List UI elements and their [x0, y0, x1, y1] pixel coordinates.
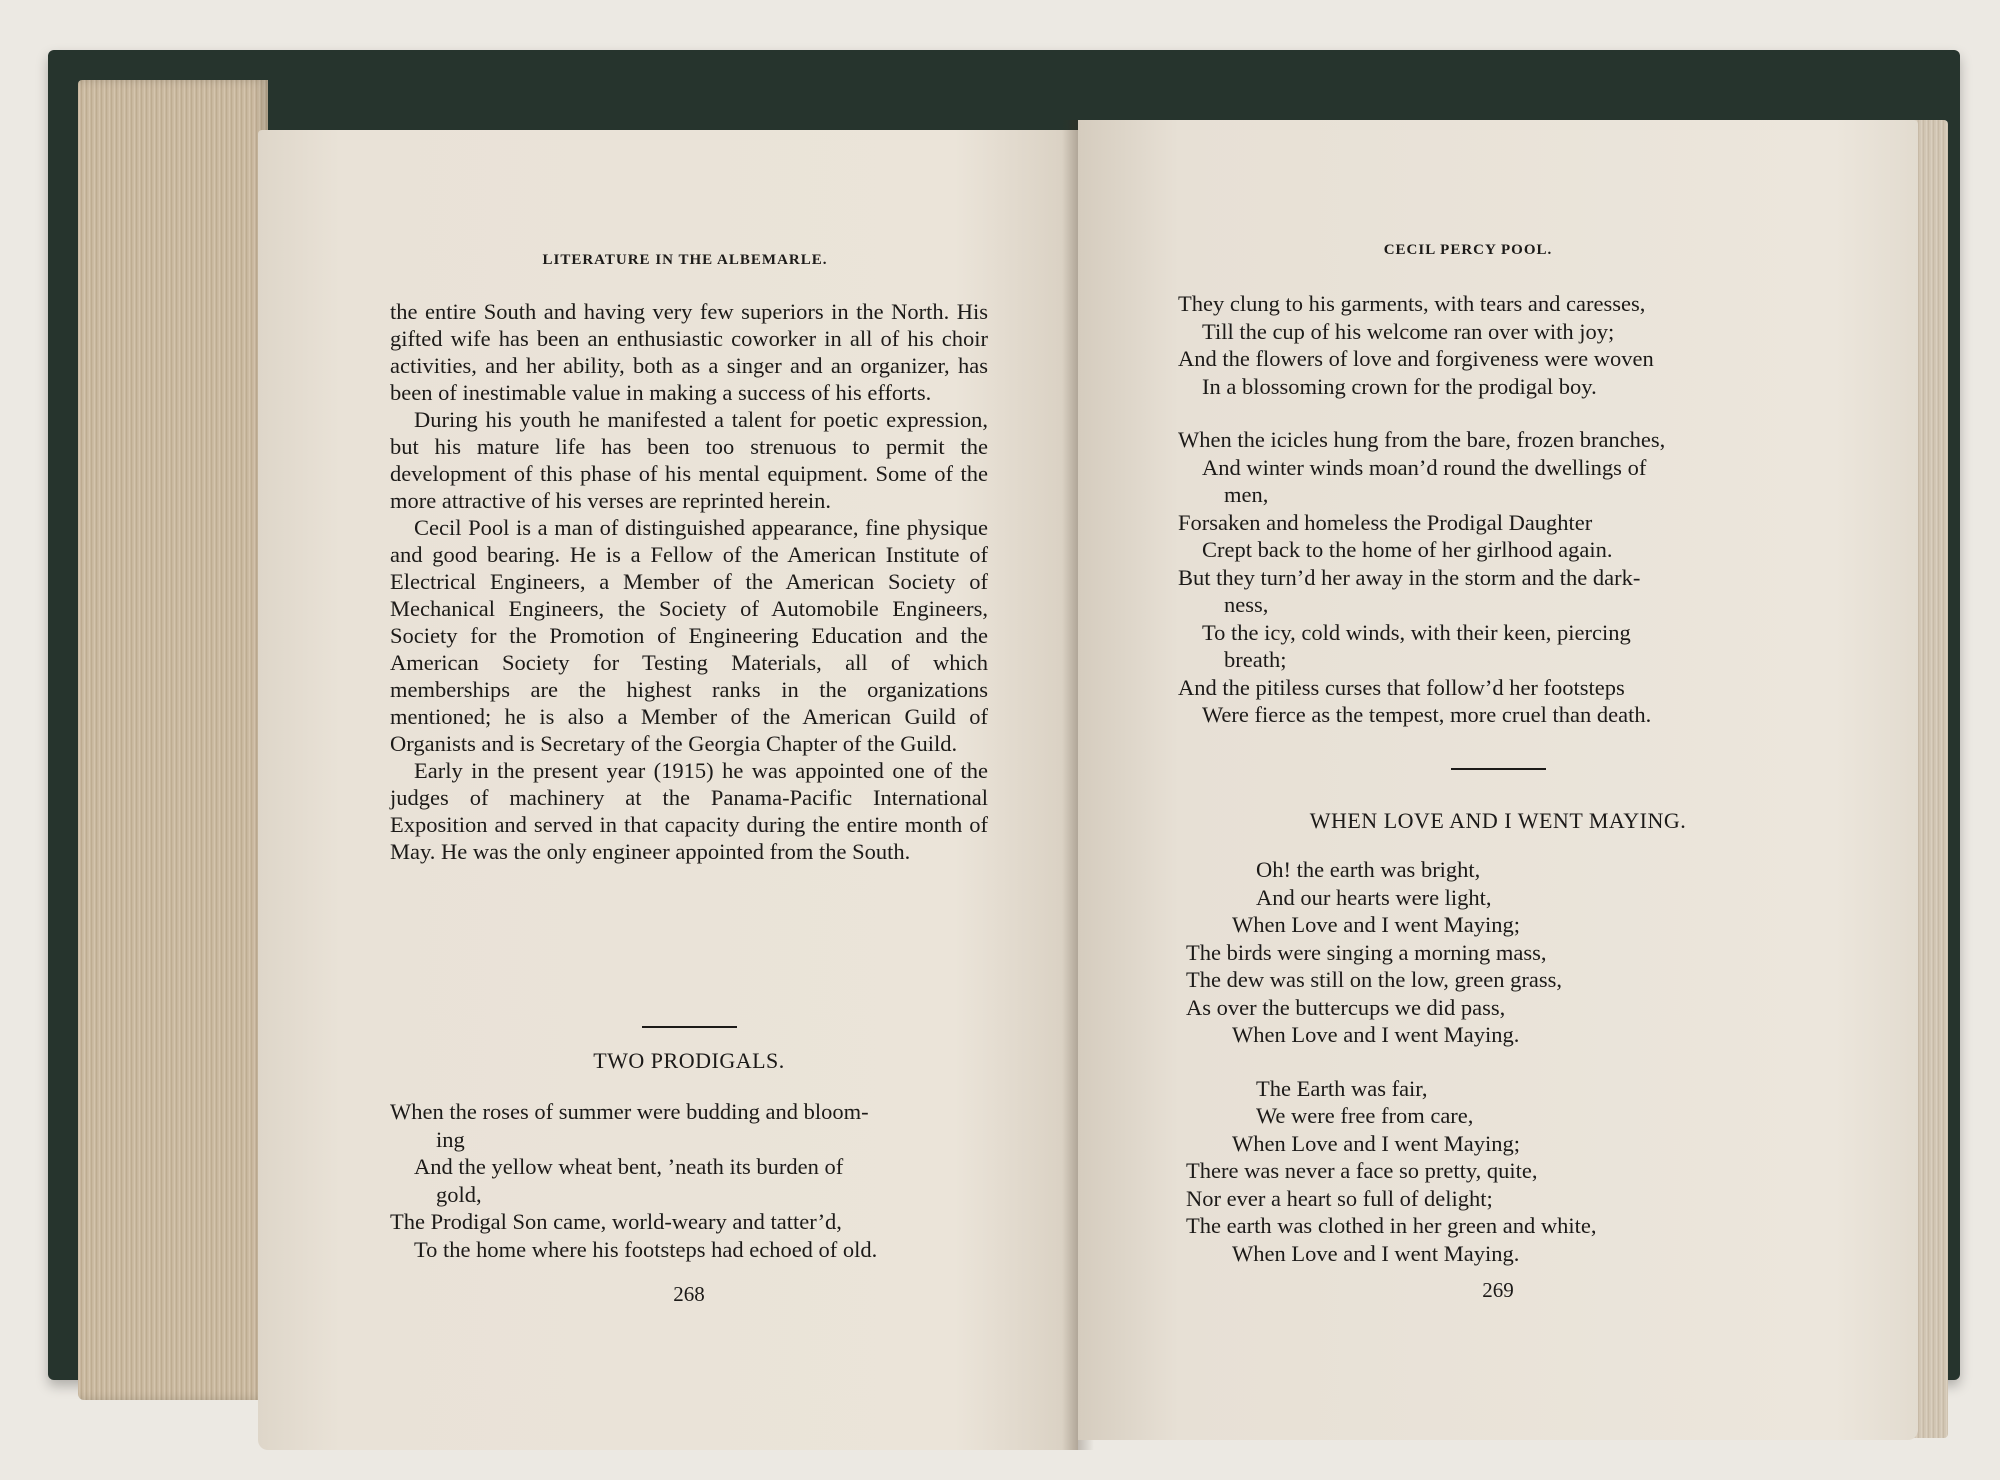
verse-line: But they turn’d her away in the storm and the dark- [1178, 564, 1641, 590]
verse-line: And the yellow wheat bent, ’neath its burden of [414, 1154, 844, 1179]
verse-line: breath; [1224, 647, 1287, 672]
section-divider [1451, 768, 1546, 770]
paragraph: During his youth he manifested a talent for poetic expression, but his mature life has been too strenuous to permit the development of this phase of his mental equipment. Some of the more attractive of his verses are reprinted herein. [390, 407, 988, 513]
verse-line: When Love and I went Maying; [1232, 1130, 1521, 1156]
verse-line: As over the buttercups we did pass, [1186, 994, 1506, 1020]
verse-line: men, [1224, 482, 1269, 507]
verse-line: The dew was still on the low, green grass, [1186, 967, 1562, 992]
poem-verse [390, 1098, 988, 1263]
right-page [1078, 120, 1918, 1440]
verse-line: Forsaken and homeless the Prodigal Daughter [1178, 509, 1593, 535]
two-prodigals-section [390, 1026, 988, 1263]
verse-line: To the icy, cold winds, with their keen, piercing [1202, 619, 1631, 645]
verse-line: Till the cup of his welcome ran over with joy; [1202, 318, 1615, 344]
poem-title-two-prodigals: TWO PRODIGALS. [593, 1048, 785, 1073]
verse-line: gold, [436, 1181, 482, 1207]
right-verse-block [1178, 290, 1818, 755]
verse-line: Crept back to the home of her girlhood again. [1202, 537, 1613, 562]
stanza [1186, 1075, 1826, 1268]
when-love-section [1178, 768, 1818, 834]
verse-line: We were free from care, [1256, 1103, 1474, 1128]
verse-line: The Prodigal Son came, world-weary and tatter’d, [390, 1209, 842, 1234]
stanza [1178, 290, 1818, 400]
verse-line: And winter winds moan’d round the dwellings of [1202, 454, 1647, 480]
verse-line: When the roses of summer were budding and bloom- [390, 1099, 869, 1124]
stanza [1178, 426, 1818, 729]
poem-title-when-love: WHEN LOVE AND I WENT MAYING. [1309, 808, 1687, 833]
verse-line: When Love and I went Maying. [1232, 1240, 1520, 1266]
page-number-right: 269 [1482, 1278, 1514, 1302]
paragraph: Early in the present year (1915) he was appointed one of the judges of machinery at the Panama-Pacific International Exposition and served in that capacity during the entire month of May. He was the only engineer appointed from the South. [390, 758, 988, 864]
verse-line: And the pitiless curses that follow’d her footsteps [1178, 674, 1625, 700]
verse-line: They clung to his garments, with tears and caresses, [1178, 291, 1646, 316]
left-prose [390, 298, 988, 865]
section-divider [642, 1026, 737, 1028]
verse-line: Nor ever a heart so full of delight; [1186, 1185, 1493, 1211]
page-edges-left [78, 80, 268, 1400]
verse-line: When Love and I went Maying; [1232, 912, 1521, 937]
verse-line: And the flowers of love and forgiveness were woven [1178, 346, 1654, 371]
verse-line: There was never a face so pretty, quite, [1186, 1158, 1538, 1183]
verse-line: ness, [1224, 592, 1269, 617]
verse-line: When Love and I went Maying. [1232, 1022, 1520, 1047]
stanza [1186, 856, 1826, 1049]
verse-line: When the icicles hung from the bare, frozen branches, [1178, 427, 1666, 452]
verse-line: The earth was clothed in her green and white, [1186, 1213, 1597, 1238]
verse-line: To the home where his footsteps had echoed of old. [414, 1236, 878, 1262]
left-page [258, 130, 1078, 1450]
verse-line: And our hearts were light, [1256, 884, 1492, 910]
verse-line: The birds were singing a morning mass, [1186, 939, 1547, 965]
verse-line: The Earth was fair, [1256, 1075, 1428, 1101]
page-number-left: 268 [673, 1282, 705, 1306]
verse-line: Oh! the earth was bright, [1256, 857, 1481, 882]
paragraph: the entire South and having very few superiors in the North. His gifted wife has been an enthusiastic coworker in all of his choir activities, and her ability, both as a singer and an organizer, has been of inestimable value in making a success of his efforts. [390, 299, 988, 405]
verse-line: In a blossoming crown for the prodigal boy. [1202, 373, 1597, 399]
verse-line: ing [436, 1126, 465, 1152]
running-head-right: CECIL PERCY POOL. [1383, 242, 1553, 258]
running-head-left: LITERATURE IN THE ALBEMARLE. [542, 252, 828, 268]
paragraph: Cecil Pool is a man of distinguished appearance, fine physique and good bearing. He is a Fellow of the American Institute of Electrical Engineers, a Member of the American Society of Mechanical Engineers, the Society of Automobile Engineers, Society for the Promotion of Engineering Education and the American Society for Testing Materials, all of which memberships are the highest ranks in the organizations mentioned; he is also a Member of the American Guild of Organists and is Secretary of the Georgia Chapter of the Guild. [390, 515, 988, 756]
verse-line: Were fierce as the tempest, more cruel than death. [1202, 702, 1652, 727]
when-love-verse [1186, 856, 1826, 1293]
